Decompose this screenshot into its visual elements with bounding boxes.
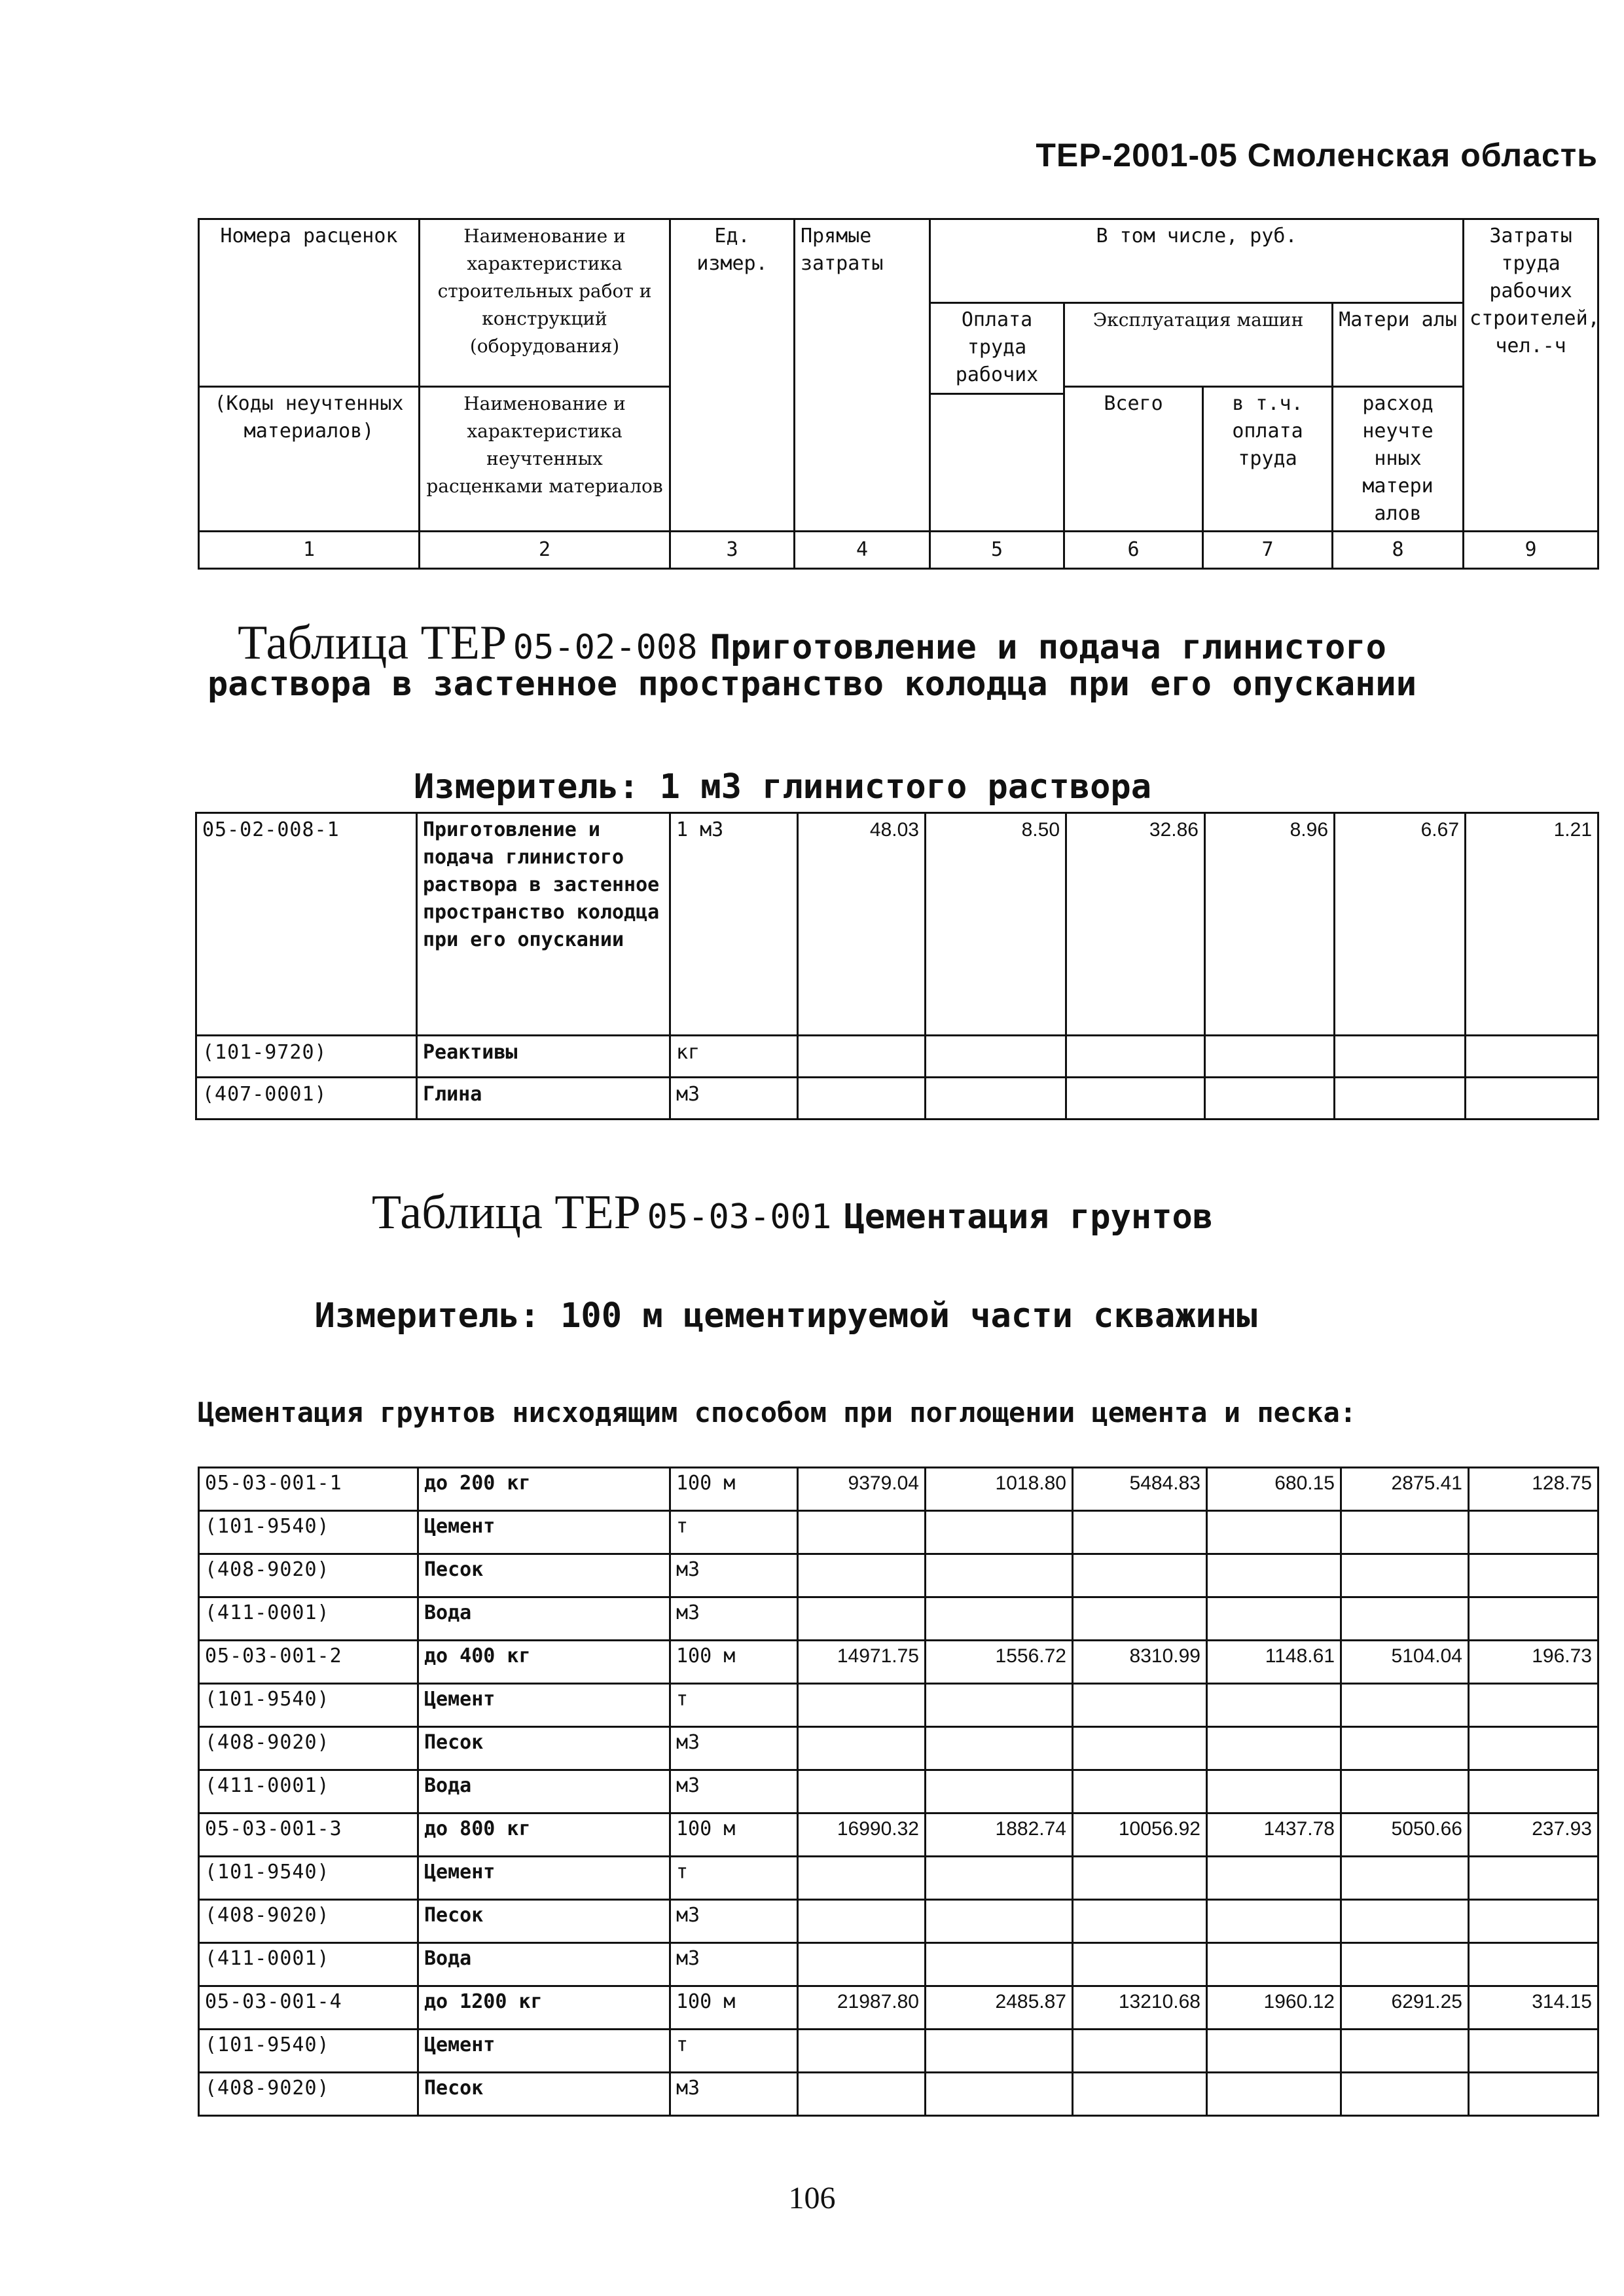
empty-cell [798, 1727, 926, 1770]
empty-cell [1207, 1727, 1341, 1770]
table-row [196, 1078, 1598, 1120]
empty-cell [926, 1554, 1073, 1597]
table-row [199, 2030, 1598, 2073]
empty-cell [1469, 1554, 1598, 1597]
row-unit: м3 [670, 1554, 798, 1597]
row-value: 314.15 [1469, 1986, 1598, 2030]
table-row [199, 1900, 1598, 1943]
col-header-1a: Номера расценок [199, 219, 420, 387]
empty-cell [926, 1943, 1073, 1986]
row-unit: 1 м3 [670, 813, 798, 1036]
row-code: (408-9020) [199, 1900, 418, 1943]
table1 [195, 812, 1599, 1120]
col-header-8b: расход неучте нных матери алов [1333, 387, 1464, 532]
row-code: 05-03-001-3 [199, 1813, 418, 1857]
col-num: 2 [420, 532, 670, 569]
row-code: (408-9020) [199, 1727, 418, 1770]
empty-cell [926, 1727, 1073, 1770]
col-num: 7 [1203, 532, 1333, 569]
row-value: 128.75 [1469, 1468, 1598, 1511]
table-row [199, 1511, 1598, 1554]
row-value: 5104.04 [1341, 1641, 1469, 1684]
col-header-2a: Наименование и характеристика строительных работ и конструкций (оборудования) [420, 219, 670, 387]
empty-cell [926, 1857, 1073, 1900]
row-unit: 100 м [670, 1641, 798, 1684]
empty-cell [798, 1943, 926, 1986]
col-header-5: Оплата труда рабочих [930, 303, 1064, 394]
empty-cell [1341, 1597, 1469, 1641]
row-value: 10056.92 [1073, 1813, 1207, 1857]
row-value: 6291.25 [1341, 1986, 1469, 2030]
empty-cell [1073, 1554, 1207, 1597]
row-name: до 800 кг [418, 1813, 670, 1857]
col-header-7: в т.ч. оплата труда [1203, 387, 1333, 532]
empty-cell [1207, 1943, 1341, 1986]
col-header-8a: Матери алы [1333, 303, 1464, 387]
col-header-6: Всего [1064, 387, 1203, 532]
empty-cell [1341, 2030, 1469, 2073]
empty-cell [1469, 1770, 1598, 1813]
row-value: 9379.04 [798, 1468, 926, 1511]
empty-cell [798, 2073, 926, 2116]
row-unit: т [670, 1684, 798, 1727]
table-row [199, 1641, 1598, 1684]
row-value: 13210.68 [1073, 1986, 1207, 2030]
row-unit: м3 [670, 1597, 798, 1641]
empty-cell [1469, 2073, 1598, 2116]
empty-cell [1469, 2030, 1598, 2073]
col-num: 9 [1464, 532, 1598, 569]
empty-cell [1207, 1900, 1341, 1943]
row-unit: м3 [670, 1770, 798, 1813]
row-value: 196.73 [1469, 1641, 1598, 1684]
row-value: 8310.99 [1073, 1641, 1207, 1684]
empty-cell [1469, 1511, 1598, 1554]
empty-cell [926, 1770, 1073, 1813]
row-code: (101-9540) [199, 1684, 418, 1727]
col-num: 4 [795, 532, 930, 569]
row-name: Цемент [418, 1511, 670, 1554]
row-name: до 1200 кг [418, 1986, 670, 2030]
table-row [199, 1770, 1598, 1813]
row-value: 32.86 [1066, 813, 1205, 1036]
table1-meter: Измеритель: 1 м3 глинистого раствора [413, 767, 1152, 807]
col-header-1b: (Коды неучтенных материалов) [199, 387, 420, 532]
row-unit: 100 м [670, 1813, 798, 1857]
col-header-5-cont [930, 393, 1064, 531]
col-num: 1 [199, 532, 420, 569]
empty-cell [1469, 1857, 1598, 1900]
empty-cell [1073, 1857, 1207, 1900]
row-code: (408-9020) [199, 1554, 418, 1597]
row-code: 05-02-008-1 [196, 813, 417, 1036]
row-name: до 200 кг [418, 1468, 670, 1511]
col-header-2b: Наименование и характеристика неучтенных расценками материалов [420, 387, 670, 532]
row-value: 1882.74 [926, 1813, 1073, 1857]
row-name: Приготовление и подача глинистого раствора в застенное пространство колодца при его опускании [417, 813, 670, 1036]
table2-code: 05-03-001 [647, 1197, 832, 1237]
table-row [199, 2073, 1598, 2116]
table1-code: 05-02-008 [513, 628, 698, 667]
empty-cell [1207, 1554, 1341, 1597]
row-unit: 100 м [670, 1986, 798, 2030]
row-value: 5050.66 [1341, 1813, 1469, 1857]
empty-cell [1341, 1554, 1469, 1597]
row-code: (101-9540) [199, 1511, 418, 1554]
row-value: 1.21 [1466, 813, 1598, 1036]
empty-cell [1469, 1943, 1598, 1986]
table2-word: Таблица ТЕР [371, 1186, 641, 1239]
row-value: 21987.80 [798, 1986, 926, 2030]
row-value: 8.96 [1205, 813, 1335, 1036]
empty-cell [1341, 1943, 1469, 1986]
empty-cell [1073, 2073, 1207, 2116]
empty-cell [1469, 1597, 1598, 1641]
row-value: 1018.80 [926, 1468, 1073, 1511]
empty-cell [798, 1684, 926, 1727]
table2-meter: Измеритель: 100 м цементируемой части скважины [314, 1296, 1257, 1336]
empty-cell [926, 1900, 1073, 1943]
table-row [196, 813, 1598, 1036]
empty-cell [1073, 1900, 1207, 1943]
empty-cell [926, 1597, 1073, 1641]
row-value: 1437.78 [1207, 1813, 1341, 1857]
page-number: 106 [788, 2181, 836, 2215]
row-name: Песок [418, 2073, 670, 2116]
row-name: Песок [418, 1727, 670, 1770]
empty-cell [798, 1597, 926, 1641]
row-name: Песок [418, 1900, 670, 1943]
row-code: (411-0001) [199, 1943, 418, 1986]
table-row [199, 1554, 1598, 1597]
row-value: 5484.83 [1073, 1468, 1207, 1511]
row-value: 2485.87 [926, 1986, 1073, 2030]
table1-name-line2: раствора в застенное пространство колодца при его опускании [207, 665, 1417, 704]
col-header-incl: В том числе, руб. [930, 219, 1464, 303]
row-code: (411-0001) [199, 1770, 418, 1813]
empty-cell [798, 1511, 926, 1554]
row-code: (411-0001) [199, 1597, 418, 1641]
row-code: 05-03-001-4 [199, 1986, 418, 2030]
row-unit: м3 [670, 2073, 798, 2116]
empty-cell [798, 1857, 926, 1900]
empty-cell [1207, 2030, 1341, 2073]
row-name: Вода [418, 1943, 670, 1986]
row-value: 1556.72 [926, 1641, 1073, 1684]
row-value: 6.67 [1335, 813, 1466, 1036]
empty-cell [1073, 2030, 1207, 2073]
col-header-exp: Эксплуатация машин [1064, 303, 1333, 387]
table-row [199, 1684, 1598, 1727]
col-header-4: Прямые затраты [795, 219, 930, 532]
table-row [199, 1468, 1598, 1511]
empty-cell [1073, 1943, 1207, 1986]
empty-cell [1341, 2073, 1469, 2116]
row-unit: кг [670, 1036, 798, 1078]
row-unit: т [670, 2030, 798, 2073]
row-code: (101-9720) [196, 1036, 417, 1078]
empty-cell [1469, 1684, 1598, 1727]
empty-cell [1469, 1727, 1598, 1770]
row-value: 48.03 [798, 813, 926, 1036]
empty-cell [1207, 1857, 1341, 1900]
row-name: Вода [418, 1597, 670, 1641]
empty-cell [798, 2030, 926, 2073]
empty-cell [926, 1684, 1073, 1727]
empty-cell [1073, 1511, 1207, 1554]
row-value: 680.15 [1207, 1468, 1341, 1511]
table2-name: Цементация грунтов [844, 1197, 1214, 1237]
row-name: Цемент [418, 1684, 670, 1727]
row-unit: т [670, 1857, 798, 1900]
empty-cell [926, 2073, 1073, 2116]
empty-cell [798, 1770, 926, 1813]
col-num: 8 [1333, 532, 1464, 569]
row-value: 8.50 [926, 813, 1066, 1036]
empty-cell [1341, 1857, 1469, 1900]
table-row [199, 1857, 1598, 1900]
empty-cell [1207, 1770, 1341, 1813]
table2-title [0, 1185, 1604, 1241]
row-unit: м3 [670, 1900, 798, 1943]
row-code: 05-03-001-1 [199, 1468, 418, 1511]
document-header: ТЕР-2001-05 Смоленская область [1036, 137, 1598, 173]
empty-cell [1341, 1684, 1469, 1727]
table1-title [0, 615, 1624, 671]
empty-cell [926, 1511, 1073, 1554]
col-num: 3 [670, 532, 795, 569]
empty-cell [1341, 1727, 1469, 1770]
row-code: 05-03-001-2 [199, 1641, 418, 1684]
row-name: до 400 кг [418, 1641, 670, 1684]
col-num: 6 [1064, 532, 1203, 569]
row-code: (408-9020) [199, 2073, 418, 2116]
row-name: Вода [418, 1770, 670, 1813]
empty-cell [1073, 1727, 1207, 1770]
row-unit: м3 [670, 1943, 798, 1986]
row-name: Цемент [418, 1857, 670, 1900]
row-unit: 100 м [670, 1468, 798, 1511]
row-unit: м3 [670, 1078, 798, 1120]
row-name: Глина [417, 1078, 670, 1120]
row-code: (101-9540) [199, 2030, 418, 2073]
col-header-3: Ед. измер. [670, 219, 795, 532]
empty-cell [1073, 1684, 1207, 1727]
table-row [199, 1943, 1598, 1986]
empty-cell [1207, 2073, 1341, 2116]
table1-name-line1: Приготовление и подача глинистого [710, 628, 1386, 667]
empty-cell [1341, 1511, 1469, 1554]
row-code: (101-9540) [199, 1857, 418, 1900]
column-header-table [198, 218, 1599, 570]
table2 [198, 1467, 1599, 2117]
empty-cell [798, 1900, 926, 1943]
empty-cell [1207, 1684, 1341, 1727]
empty-cell [1469, 1900, 1598, 1943]
row-code: (407-0001) [196, 1078, 417, 1120]
col-header-9: Затраты труда рабочих строителей, чел.-ч [1464, 219, 1598, 532]
empty-cell [1341, 1900, 1469, 1943]
empty-cell [1073, 1770, 1207, 1813]
empty-cell [926, 2030, 1073, 2073]
table-row [196, 1036, 1598, 1078]
empty-cell [1341, 1770, 1469, 1813]
table-row [199, 1813, 1598, 1857]
row-value: 16990.32 [798, 1813, 926, 1857]
empty-cell [1207, 1597, 1341, 1641]
empty-cell [1207, 1511, 1341, 1554]
row-value: 1148.61 [1207, 1641, 1341, 1684]
row-unit: т [670, 1511, 798, 1554]
row-name: Реактивы [417, 1036, 670, 1078]
empty-cell [1073, 1597, 1207, 1641]
col-num: 5 [930, 532, 1064, 569]
table-row [199, 1597, 1598, 1641]
empty-cell [798, 1554, 926, 1597]
row-name: Песок [418, 1554, 670, 1597]
row-value: 14971.75 [798, 1641, 926, 1684]
table2-subheading: Цементация грунтов нисходящим способом при поглощении цемента и песка: [198, 1396, 1357, 1429]
row-name: Цемент [418, 2030, 670, 2073]
row-value: 2875.41 [1341, 1468, 1469, 1511]
row-value: 1960.12 [1207, 1986, 1341, 2030]
row-unit: м3 [670, 1727, 798, 1770]
table1-word: Таблица ТЕР [238, 616, 507, 670]
table-row [199, 1986, 1598, 2030]
row-value: 237.93 [1469, 1813, 1598, 1857]
table-row [199, 1727, 1598, 1770]
